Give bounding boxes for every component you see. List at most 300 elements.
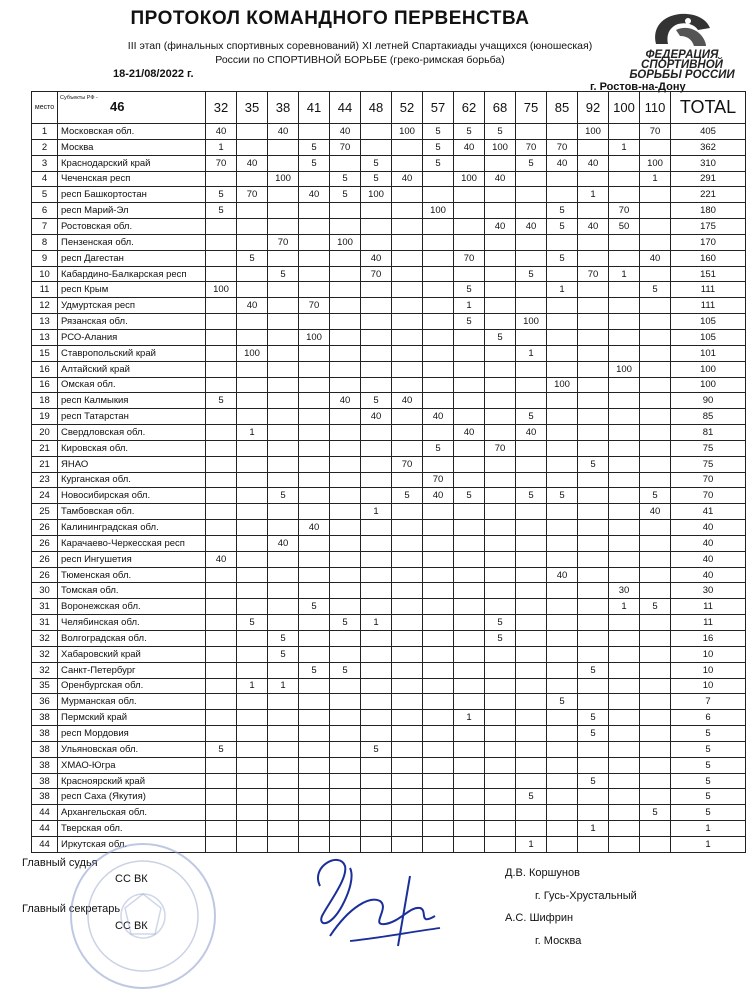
- score-cell: [640, 314, 671, 330]
- table-row: [32, 821, 746, 837]
- score-cell: 5: [640, 805, 671, 821]
- score-cell: [299, 282, 330, 298]
- score-cell: [516, 440, 547, 456]
- score-cell: [578, 631, 609, 647]
- score-cell: [206, 678, 237, 694]
- score-cell: 5: [330, 662, 361, 678]
- total-cell: 111: [671, 282, 746, 298]
- score-cell: [361, 203, 392, 219]
- score-cell: 40: [206, 124, 237, 140]
- score-cell: 5: [640, 488, 671, 504]
- score-cell: [330, 631, 361, 647]
- score-cell: [516, 662, 547, 678]
- score-cell: [485, 520, 516, 536]
- score-cell: 40: [361, 409, 392, 425]
- score-cell: [578, 805, 609, 821]
- score-cell: [516, 361, 547, 377]
- region-name-cell: Краснодарский край: [58, 155, 206, 171]
- score-cell: [547, 535, 578, 551]
- team-standings-table: [31, 91, 746, 853]
- score-cell: [237, 631, 268, 647]
- score-cell: [485, 789, 516, 805]
- score-cell: [609, 250, 640, 266]
- score-cell: 1: [547, 282, 578, 298]
- score-cell: [578, 377, 609, 393]
- score-cell: [485, 282, 516, 298]
- subject-header-label: Субъекты РФ -: [60, 95, 98, 101]
- region-name-cell: Пензенская обл.: [58, 234, 206, 250]
- score-cell: [330, 646, 361, 662]
- score-cell: [547, 472, 578, 488]
- score-cell: [640, 393, 671, 409]
- score-cell: [299, 472, 330, 488]
- score-cell: [268, 504, 299, 520]
- subtitle-line-1: III этап (финальных спортивных соревнований) XI летней Спартакиады учащихся (юношеская): [127, 40, 593, 52]
- score-cell: [268, 821, 299, 837]
- score-cell: [237, 551, 268, 567]
- score-cell: [361, 646, 392, 662]
- score-cell: [361, 124, 392, 140]
- score-cell: 5: [206, 203, 237, 219]
- score-cell: 5: [330, 187, 361, 203]
- table-row: [32, 789, 746, 805]
- score-cell: [485, 646, 516, 662]
- score-cell: [206, 821, 237, 837]
- score-cell: 70: [454, 250, 485, 266]
- score-cell: 40: [392, 393, 423, 409]
- total-cell: 11: [671, 599, 746, 615]
- score-cell: [578, 393, 609, 409]
- table-row: [32, 567, 746, 583]
- score-cell: [206, 425, 237, 441]
- total-cell: 70: [671, 472, 746, 488]
- score-cell: [206, 329, 237, 345]
- score-cell: [423, 646, 454, 662]
- table-row: [32, 314, 746, 330]
- score-cell: [578, 298, 609, 314]
- score-cell: [454, 409, 485, 425]
- score-cell: 100: [454, 171, 485, 187]
- score-cell: [516, 329, 547, 345]
- score-cell: 5: [578, 456, 609, 472]
- score-cell: 5: [640, 282, 671, 298]
- region-name-cell: респ Калмыкия: [58, 393, 206, 409]
- score-cell: [237, 203, 268, 219]
- score-cell: [423, 504, 454, 520]
- score-cell: [330, 361, 361, 377]
- score-cell: 5: [268, 631, 299, 647]
- score-cell: [206, 266, 237, 282]
- score-cell: [392, 551, 423, 567]
- score-cell: [392, 203, 423, 219]
- score-cell: [423, 535, 454, 551]
- place-cell: 38: [32, 710, 58, 726]
- score-cell: [578, 488, 609, 504]
- score-cell: [299, 219, 330, 235]
- score-cell: 5: [268, 266, 299, 282]
- score-cell: [609, 821, 640, 837]
- score-cell: [423, 789, 454, 805]
- score-cell: [578, 678, 609, 694]
- score-cell: [237, 741, 268, 757]
- score-cell: [454, 203, 485, 219]
- score-cell: [609, 171, 640, 187]
- total-cell: 100: [671, 377, 746, 393]
- score-cell: [361, 314, 392, 330]
- score-cell: [361, 551, 392, 567]
- score-cell: [268, 425, 299, 441]
- score-cell: [361, 599, 392, 615]
- score-cell: [640, 234, 671, 250]
- score-cell: [547, 789, 578, 805]
- score-cell: [330, 535, 361, 551]
- score-cell: 5: [578, 662, 609, 678]
- table-row: [32, 219, 746, 235]
- score-cell: [299, 504, 330, 520]
- total-cell: 310: [671, 155, 746, 171]
- score-cell: [485, 726, 516, 742]
- score-cell: [640, 425, 671, 441]
- score-cell: [485, 298, 516, 314]
- score-cell: [640, 139, 671, 155]
- score-cell: [299, 440, 330, 456]
- score-cell: 40: [392, 171, 423, 187]
- score-cell: [330, 329, 361, 345]
- table-row: [32, 234, 746, 250]
- score-cell: 40: [640, 504, 671, 520]
- score-cell: [268, 741, 299, 757]
- score-cell: [392, 298, 423, 314]
- score-cell: 100: [268, 171, 299, 187]
- score-cell: 40: [485, 171, 516, 187]
- score-cell: 5: [299, 599, 330, 615]
- score-cell: [330, 345, 361, 361]
- score-cell: [299, 567, 330, 583]
- place-cell: 4: [32, 171, 58, 187]
- place-cell: 10: [32, 266, 58, 282]
- score-cell: 70: [237, 187, 268, 203]
- score-cell: [268, 393, 299, 409]
- score-cell: [206, 361, 237, 377]
- score-cell: [547, 266, 578, 282]
- score-cell: 5: [237, 615, 268, 631]
- logo-text-line-1: ФЕДЕРАЦИЯ: [645, 49, 719, 61]
- score-cell: [485, 821, 516, 837]
- score-cell: [640, 789, 671, 805]
- score-cell: 5: [423, 124, 454, 140]
- table-row: [32, 425, 746, 441]
- score-cell: [206, 377, 237, 393]
- score-cell: [206, 409, 237, 425]
- score-cell: [206, 440, 237, 456]
- score-cell: [454, 646, 485, 662]
- score-cell: [454, 615, 485, 631]
- score-cell: [609, 805, 640, 821]
- score-cell: [640, 409, 671, 425]
- total-cell: 41: [671, 504, 746, 520]
- score-cell: 5: [423, 440, 454, 456]
- score-cell: 5: [516, 155, 547, 171]
- score-cell: [454, 234, 485, 250]
- table-row: [32, 266, 746, 282]
- score-cell: [547, 662, 578, 678]
- score-cell: [330, 520, 361, 536]
- score-cell: [640, 520, 671, 536]
- table-row: [32, 298, 746, 314]
- score-cell: 100: [206, 282, 237, 298]
- place-cell: 38: [32, 773, 58, 789]
- score-cell: [330, 282, 361, 298]
- score-cell: 100: [578, 124, 609, 140]
- score-cell: [516, 757, 547, 773]
- score-cell: [330, 678, 361, 694]
- place-cell: 26: [32, 520, 58, 536]
- score-cell: [578, 567, 609, 583]
- score-cell: [547, 631, 578, 647]
- score-cell: [330, 726, 361, 742]
- score-cell: [609, 187, 640, 203]
- score-cell: [237, 504, 268, 520]
- region-name-cell: респ Саха (Якутия): [58, 789, 206, 805]
- score-cell: [578, 741, 609, 757]
- score-cell: [609, 726, 640, 742]
- score-cell: [516, 282, 547, 298]
- score-cell: [330, 425, 361, 441]
- score-cell: [392, 361, 423, 377]
- score-cell: [547, 615, 578, 631]
- score-cell: [330, 710, 361, 726]
- score-cell: [268, 726, 299, 742]
- score-cell: [609, 567, 640, 583]
- score-cell: [361, 678, 392, 694]
- score-cell: [454, 520, 485, 536]
- score-cell: [578, 329, 609, 345]
- table-row: [32, 726, 746, 742]
- score-cell: [361, 298, 392, 314]
- score-cell: [578, 139, 609, 155]
- score-cell: [485, 583, 516, 599]
- score-cell: 40: [578, 155, 609, 171]
- region-name-cell: Томская обл.: [58, 583, 206, 599]
- score-cell: [516, 678, 547, 694]
- region-name-cell: респ Башкортостан: [58, 187, 206, 203]
- table-row: [32, 171, 746, 187]
- score-cell: [299, 393, 330, 409]
- score-cell: [299, 124, 330, 140]
- place-cell: 32: [32, 631, 58, 647]
- score-cell: 5: [454, 314, 485, 330]
- score-cell: [547, 726, 578, 742]
- score-cell: [330, 504, 361, 520]
- score-cell: [206, 314, 237, 330]
- score-cell: [423, 662, 454, 678]
- table-row: [32, 361, 746, 377]
- score-cell: 40: [640, 250, 671, 266]
- score-cell: [609, 393, 640, 409]
- score-cell: [609, 662, 640, 678]
- score-cell: [299, 345, 330, 361]
- table-row: [32, 757, 746, 773]
- score-cell: [547, 646, 578, 662]
- score-cell: [454, 472, 485, 488]
- score-cell: [485, 377, 516, 393]
- score-cell: 30: [609, 583, 640, 599]
- score-cell: [392, 646, 423, 662]
- score-cell: [206, 615, 237, 631]
- total-cell: 90: [671, 393, 746, 409]
- score-cell: [516, 234, 547, 250]
- score-cell: [516, 726, 547, 742]
- region-name-cell: Красноярский край: [58, 773, 206, 789]
- score-cell: [454, 631, 485, 647]
- score-cell: [237, 282, 268, 298]
- score-cell: [609, 377, 640, 393]
- score-cell: 40: [516, 425, 547, 441]
- score-cell: [547, 124, 578, 140]
- score-cell: [578, 757, 609, 773]
- region-name-cell: Кировская обл.: [58, 440, 206, 456]
- score-cell: 50: [609, 219, 640, 235]
- score-cell: [361, 377, 392, 393]
- score-cell: [485, 155, 516, 171]
- federation-logo: [618, 10, 748, 81]
- score-cell: [392, 615, 423, 631]
- score-cell: [516, 694, 547, 710]
- score-cell: [392, 282, 423, 298]
- score-cell: [361, 631, 392, 647]
- score-cell: [516, 805, 547, 821]
- score-cell: [423, 187, 454, 203]
- score-cell: 5: [640, 599, 671, 615]
- score-cell: 5: [454, 282, 485, 298]
- score-cell: [361, 329, 392, 345]
- score-cell: [485, 203, 516, 219]
- score-cell: [516, 567, 547, 583]
- score-cell: 70: [330, 139, 361, 155]
- place-cell: 18: [32, 393, 58, 409]
- score-cell: [578, 203, 609, 219]
- score-cell: [578, 314, 609, 330]
- score-cell: 70: [578, 266, 609, 282]
- score-cell: 70: [609, 203, 640, 219]
- score-cell: [454, 393, 485, 409]
- total-cell: 1: [671, 836, 746, 852]
- total-cell: 291: [671, 171, 746, 187]
- region-name-cell: Новосибирская обл.: [58, 488, 206, 504]
- score-cell: [640, 203, 671, 219]
- weight-class-header: 41: [299, 92, 330, 124]
- score-cell: [392, 599, 423, 615]
- score-cell: [299, 583, 330, 599]
- score-cell: 70: [423, 472, 454, 488]
- score-cell: [299, 456, 330, 472]
- place-cell: 38: [32, 757, 58, 773]
- score-cell: 5: [485, 615, 516, 631]
- score-cell: [361, 789, 392, 805]
- score-cell: [547, 504, 578, 520]
- score-cell: [268, 440, 299, 456]
- score-cell: [237, 567, 268, 583]
- total-cell: 221: [671, 187, 746, 203]
- region-name-cell: Челябинская обл.: [58, 615, 206, 631]
- score-cell: [640, 631, 671, 647]
- region-name-cell: Омская обл.: [58, 377, 206, 393]
- score-cell: 5: [423, 139, 454, 155]
- score-cell: [609, 836, 640, 852]
- score-cell: 40: [578, 219, 609, 235]
- score-cell: [206, 710, 237, 726]
- score-cell: [454, 662, 485, 678]
- score-cell: [392, 266, 423, 282]
- region-name-cell: Москва: [58, 139, 206, 155]
- score-cell: 40: [206, 551, 237, 567]
- table-row: [32, 678, 746, 694]
- score-cell: [578, 535, 609, 551]
- place-cell: 20: [32, 425, 58, 441]
- score-cell: [392, 567, 423, 583]
- score-cell: [485, 599, 516, 615]
- score-cell: [206, 298, 237, 314]
- official-stamp: [55, 838, 230, 993]
- chief-judge-category: СС ВК: [115, 873, 148, 885]
- score-cell: [485, 361, 516, 377]
- weight-class-header: 62: [454, 92, 485, 124]
- score-cell: 5: [454, 488, 485, 504]
- score-cell: [578, 583, 609, 599]
- score-cell: [516, 187, 547, 203]
- table-row: [32, 187, 746, 203]
- score-cell: [516, 773, 547, 789]
- logo-text-line-2: СПОРТИВНОЙ: [641, 59, 723, 71]
- score-cell: [609, 520, 640, 536]
- score-cell: [640, 646, 671, 662]
- place-cell: 38: [32, 741, 58, 757]
- score-cell: [392, 773, 423, 789]
- total-cell: 11: [671, 615, 746, 631]
- total-cell: 85: [671, 409, 746, 425]
- total-cell: 7: [671, 694, 746, 710]
- score-cell: 100: [485, 139, 516, 155]
- score-cell: [268, 409, 299, 425]
- score-cell: 1: [640, 171, 671, 187]
- score-cell: [609, 456, 640, 472]
- region-name-cell: Удмуртская респ: [58, 298, 206, 314]
- score-cell: [206, 520, 237, 536]
- total-cell: 5: [671, 757, 746, 773]
- region-name-cell: Рязанская обл.: [58, 314, 206, 330]
- total-cell: 100: [671, 361, 746, 377]
- score-cell: [485, 678, 516, 694]
- score-cell: [547, 345, 578, 361]
- place-cell: 5: [32, 187, 58, 203]
- score-cell: [578, 250, 609, 266]
- score-cell: 5: [330, 615, 361, 631]
- score-cell: [454, 535, 485, 551]
- score-cell: 1: [454, 298, 485, 314]
- region-name-cell: Чеченская респ: [58, 171, 206, 187]
- table-row: [32, 377, 746, 393]
- score-cell: [516, 551, 547, 567]
- score-cell: 5: [392, 488, 423, 504]
- place-cell: 21: [32, 440, 58, 456]
- score-cell: 5: [578, 773, 609, 789]
- score-cell: [392, 155, 423, 171]
- score-cell: [423, 631, 454, 647]
- score-cell: [454, 805, 485, 821]
- place-cell: 1: [32, 124, 58, 140]
- score-cell: [330, 789, 361, 805]
- score-cell: [454, 583, 485, 599]
